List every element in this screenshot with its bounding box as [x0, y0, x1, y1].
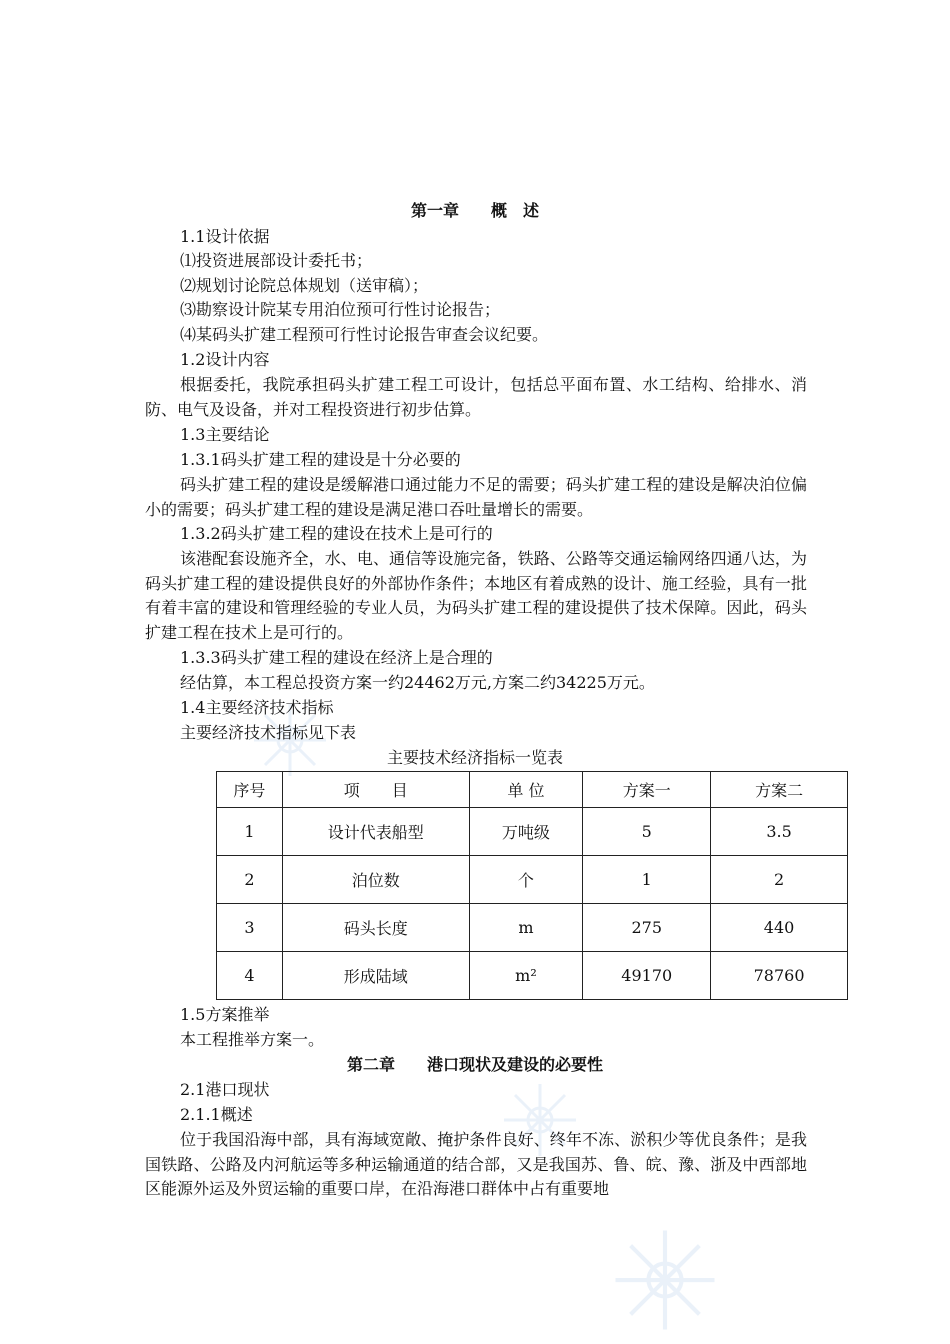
section-2-1-1-heading: 2.1.1概述 [180, 1105, 253, 1124]
cell-no: 1 [217, 808, 283, 856]
section-1-3-1-text: 码头扩建工程的建设是缓解港口通过能力不足的需要；码头扩建工程的建设是解决泊位偏小的需要；码头扩建工程的建设是满足港口吞吐量增长的需要。 [145, 475, 807, 519]
cell-plan-2: 3.5 [711, 808, 848, 856]
table-row [217, 904, 848, 952]
table-header-row [217, 772, 848, 808]
cell-item: 码头长度 [282, 904, 469, 952]
section-1-4-intro: 主要经济技术指标见下表 [180, 723, 357, 742]
cell-plan-1: 49170 [583, 952, 711, 1000]
indicator-table [216, 771, 848, 1000]
col-header-plan-1: 方案一 [583, 772, 711, 808]
cell-plan-1: 5 [583, 808, 711, 856]
section-1-3-1-heading: 1.3.1码头扩建工程的建设是十分必要的 [180, 450, 461, 469]
cell-unit: 万吨级 [469, 808, 583, 856]
section-1-5-heading: 1.5方案推举 [180, 1005, 270, 1024]
snowflake-watermark-icon [610, 1225, 720, 1335]
col-header-plan-2: 方案二 [711, 772, 848, 808]
table-row [217, 856, 848, 904]
cell-item: 形成陆域 [282, 952, 469, 1000]
section-1-3-3-heading: 1.3.3码头扩建工程的建设在经济上是合理的 [180, 648, 493, 667]
section-1-4-heading: 1.4主要经济技术指标 [180, 698, 334, 717]
section-1-2-heading: 1.2设计内容 [180, 350, 270, 369]
cell-plan-2: 2 [711, 856, 848, 904]
basis-item-4: ⑷某码头扩建工程预可行性讨论报告审查会议纪要。 [180, 325, 549, 344]
section-2-1-1-text: 位于我国沿海中部，具有海域宽敞、掩护条件良好、终年不冻、淤积少等优良条件；是我国铁路、公路及内河航运等多种运输通道的结合部，又是我国苏、鲁、皖、豫、浙及中西部地区能源外运及外贸运输的重要口岸，在沿海港口群体中占有重要地 [145, 1130, 807, 1199]
basis-item-3: ⑶勘察设计院某专用泊位预可行性讨论报告； [180, 300, 501, 319]
basis-item-1: ⑴投资进展部设计委托书； [180, 251, 373, 270]
cell-plan-1: 275 [583, 904, 711, 952]
cell-unit: 个 [469, 856, 583, 904]
cell-plan-2: 78760 [711, 952, 848, 1000]
cell-no: 2 [217, 856, 283, 904]
col-header-no: 序号 [217, 772, 283, 808]
chapter-1-title: 第一章 概 述 [410, 201, 539, 220]
table-row [217, 952, 848, 1000]
table-row [217, 808, 848, 856]
table-title: 主要技术经济指标一览表 [386, 748, 563, 767]
section-1-3-3-text: 经估算，本工程总投资方案一约24462万元,方案二约34225万元。 [180, 673, 655, 692]
chapter-2-title: 第二章 港口现状及建设的必要性 [346, 1055, 603, 1074]
section-1-1-heading: 1.1设计依据 [180, 227, 270, 246]
cell-plan-2: 440 [711, 904, 848, 952]
cell-plan-1: 1 [583, 856, 711, 904]
section-2-1-heading: 2.1港口现状 [180, 1080, 270, 1099]
section-1-3-heading: 1.3主要结论 [180, 425, 270, 444]
col-header-item: 项 目 [282, 772, 469, 808]
section-1-2-text: 根据委托，我院承担码头扩建工程工可设计，包括总平面布置、水工结构、给排水、消防、电气及设备，并对工程投资进行初步估算。 [145, 375, 807, 419]
cell-unit: m [469, 904, 583, 952]
section-1-3-2-text: 该港配套设施齐全，水、电、通信等设施完备，铁路、公路等交通运输网络四通八达，为码头扩建工程的建设提供良好的外部协作条件；本地区有着成熟的设计、施工经验，具有一批有着丰富的建设和管理经验的专业人员，为码头扩建工程的建设提供了技术保障。因此，码头扩建工程在技术上是可行的。 [145, 549, 807, 642]
cell-no: 4 [217, 952, 283, 1000]
cell-item: 泊位数 [282, 856, 469, 904]
cell-item: 设计代表船型 [282, 808, 469, 856]
cell-unit: m² [469, 952, 583, 1000]
basis-item-2: ⑵规划讨论院总体规划（送审稿）； [180, 276, 429, 295]
section-1-3-2-heading: 1.3.2码头扩建工程的建设在技术上是可行的 [180, 524, 493, 543]
cell-no: 3 [217, 904, 283, 952]
col-header-unit: 单 位 [469, 772, 583, 808]
section-1-5-text: 本工程推举方案一。 [180, 1030, 325, 1049]
